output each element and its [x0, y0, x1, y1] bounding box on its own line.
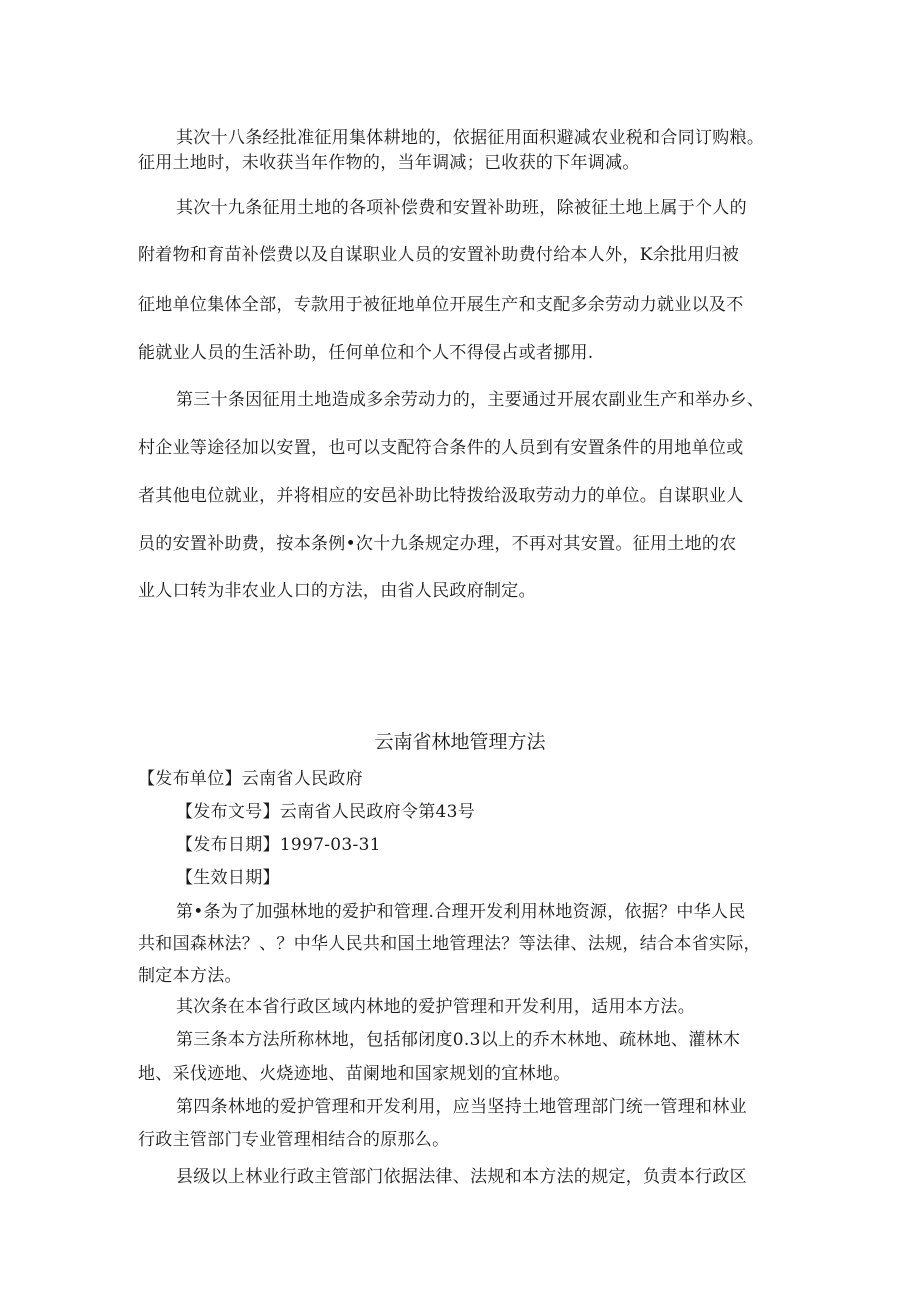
paragraph-line: 员的安置补助费，按本条例•次十九条规定办理，不再对其安置。征用土地的农 — [138, 534, 737, 554]
paragraph-line: 第•条为了加强林地的爱护和管理.合理开发利用林地资源，依据？中华人民 — [176, 902, 746, 922]
meta-doc-number: 【发布文号】云南省人民政府令第43号 — [176, 802, 476, 822]
paragraph-line: 第三条本方法所称林地，包括郁闭度0.3以上的乔木林地、疏林地、灌林木 — [176, 1030, 741, 1050]
paragraph-line: 第三十条因征用土地造成多余劳动力的，主要通过开展农副业生产和举办乡、 — [176, 390, 765, 410]
paragraph-line: 村企业等途径加以安置，也可以支配符合条件的人员到有安置条件的用地单位或 — [138, 438, 744, 458]
meta-issue-date: 【发布日期】1997-03-31 — [176, 835, 381, 855]
paragraph-line: 县级以上林业行政主管部门依据法律、法规和本方法的规定，负责本行政区 — [176, 1167, 747, 1187]
meta-effective-date: 【生效日期】 — [176, 868, 280, 888]
paragraph-line: 征地单位集体全部，专款用于被征地单位开展生产和支配多余劳动力就业以及不 — [138, 295, 744, 315]
meta-publisher: 【发布单位】云南省人民政府 — [138, 769, 363, 789]
paragraph-line: 其次条在本省行政区域内林地的爱护管理和开发利用，适用本方法。 — [176, 997, 695, 1017]
paragraph-line: 地、采伐迹地、火烧迹地、苗阑地和国家规划的宜林地。 — [138, 1064, 571, 1084]
paragraph-line: 能就业人员的生活补助，任何单位和个人不得侵占或者挪用. — [138, 343, 594, 363]
paragraph-line: 第四条林地的爱护管理和开发利用，应当坚持土地管理部门统一管理和林业 — [176, 1097, 747, 1117]
paragraph-line: 共和国森林法？、？中华人民共和国土地管理法？等法律、法规，结合本省实际， — [138, 934, 761, 954]
paragraph-line: 附着物和育苗补偿费以及自谋职业人员的安置补助费付给本人外，K余批用归被 — [138, 245, 740, 265]
document-title: 云南省林地管理方法 — [374, 731, 546, 753]
paragraph-line: 者其他电位就业，并将相应的安邑补助比特拨给汲取劳动力的单位。自谋职业人 — [138, 486, 744, 506]
paragraph-line: 其次十九条征用土地的各项补偿费和安置补助班，除被征土地上属于个人的 — [176, 198, 747, 218]
paragraph-line: 行政主管部门专业管理相结合的原那么。 — [138, 1130, 450, 1150]
paragraph-line: 制定本方法。 — [138, 966, 242, 986]
paragraph-line: 其次十八条经批准征用集体耕地的，依据征用面积避减农业税和合同订购粮。 — [176, 128, 765, 148]
paragraph-line: 征用土地时，未收获当年作物的，当年调减；已收获的下年调减。 — [138, 153, 640, 173]
paragraph-line: 业人口转为非农业人口的方法，由省人民政府制定。 — [138, 581, 536, 601]
